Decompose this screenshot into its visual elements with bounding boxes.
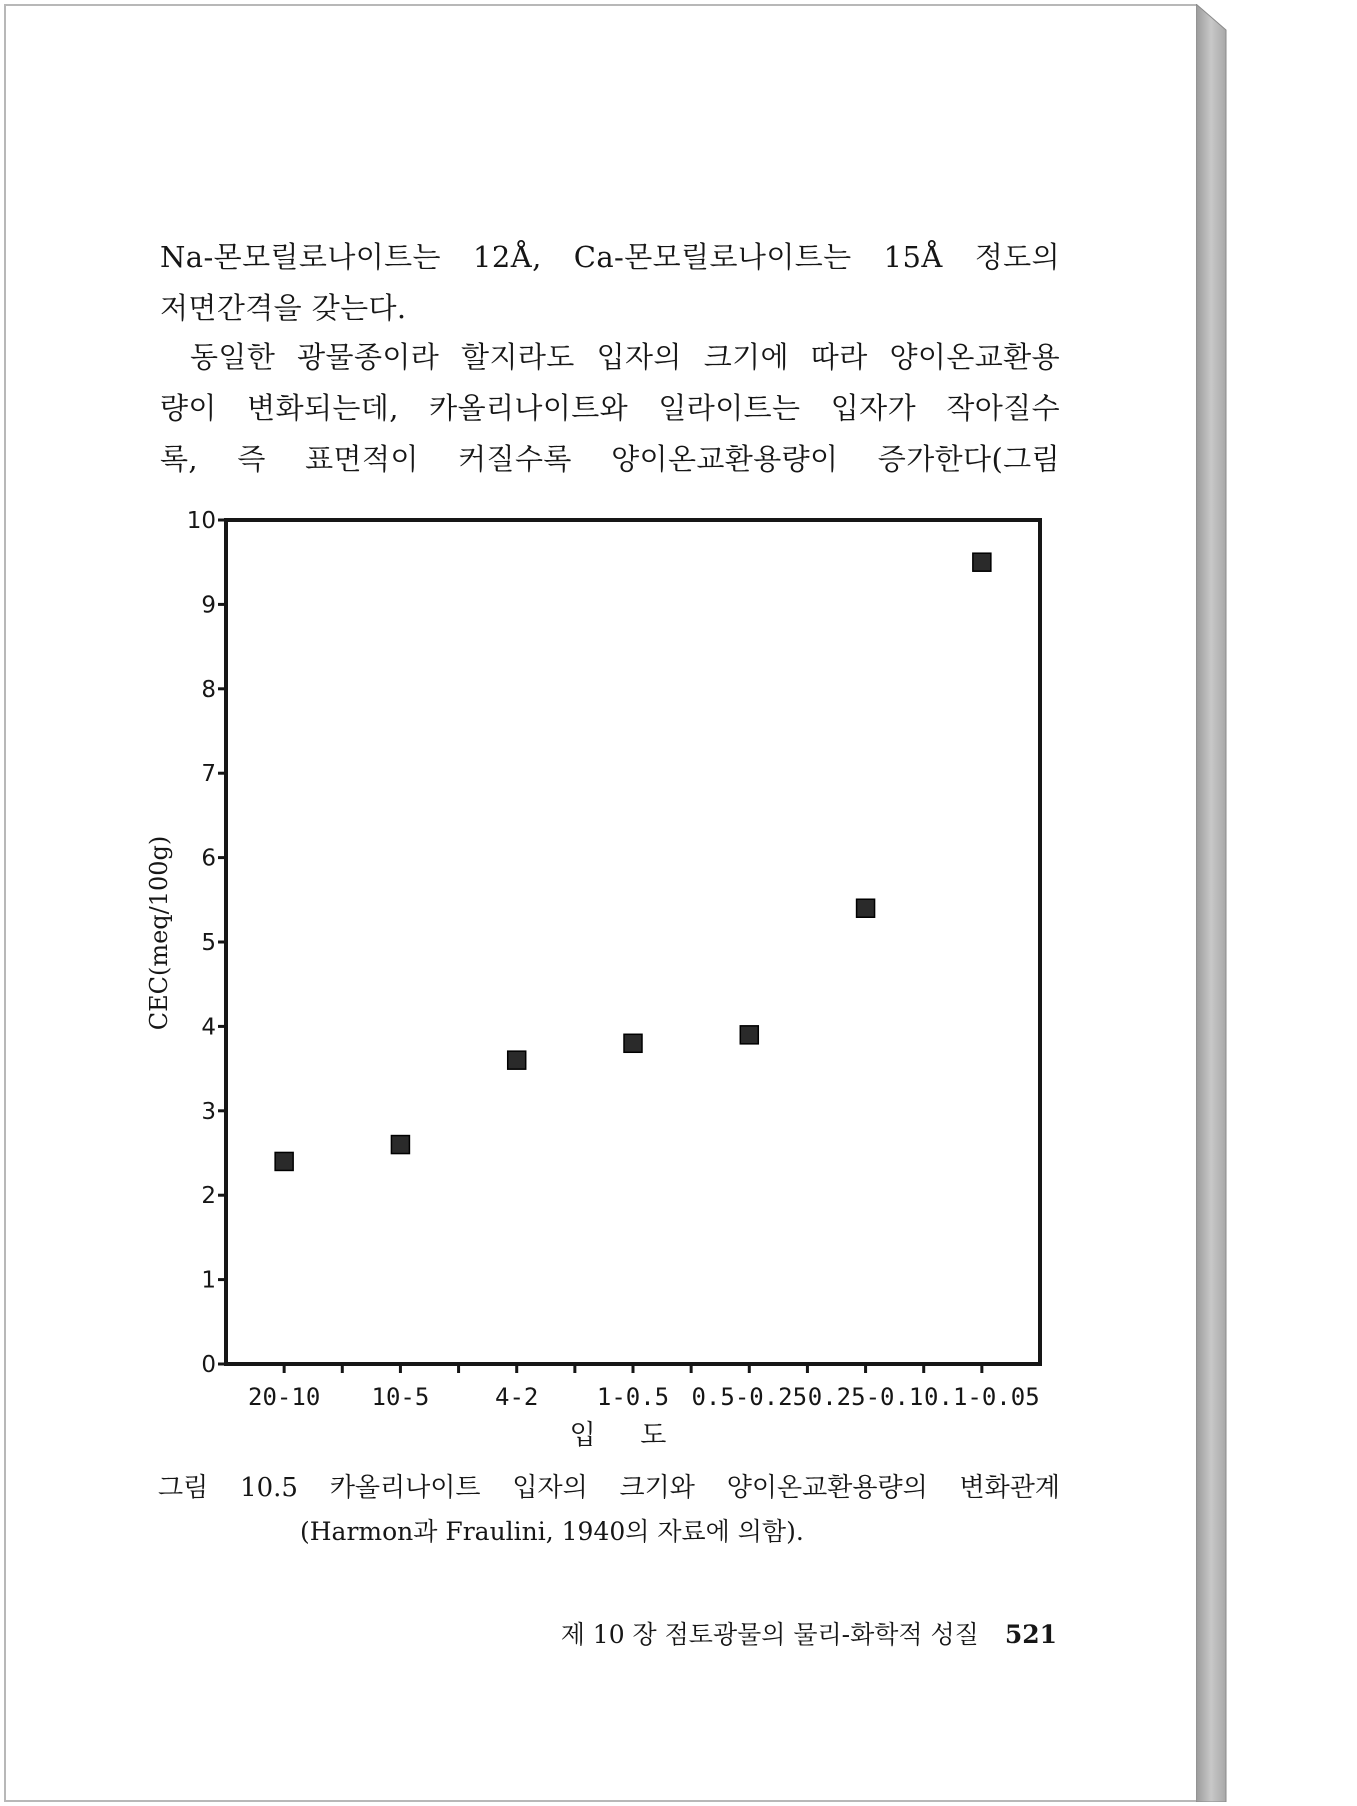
x-tick-label: 4-2 — [495, 1383, 539, 1411]
y-tick-label: 8 — [201, 676, 216, 703]
chapter-title: 제 10 장 점토광물의 물리-화학적 성질 — [560, 1620, 979, 1649]
x-tick-label: 0.25-0.1 — [807, 1383, 924, 1411]
data-point — [391, 1136, 409, 1154]
x-tick-label: 0.1-0.05 — [924, 1383, 1040, 1411]
x-tick-label: 0.5-0.25 — [691, 1383, 808, 1411]
y-tick-label: 3 — [201, 1098, 216, 1125]
y-tick-label: 10 — [186, 508, 216, 534]
y-axis — [187, 508, 226, 1378]
data-point — [508, 1051, 526, 1069]
y-tick-label: 7 — [201, 761, 216, 788]
figure-caption — [158, 1467, 1060, 1548]
paragraph-1 — [160, 232, 1060, 334]
paragraph-line: Na-몬모릴로나이트는 12Å, Ca-몬모릴로나이트는 15Å 정도의 — [160, 240, 1060, 274]
data-point — [275, 1152, 293, 1170]
page-footer — [561, 1615, 1057, 1651]
cec-scatter-chart — [130, 498, 1090, 1458]
x-tick-label: 20-10 — [248, 1383, 321, 1411]
paragraph-line: 량이 변화되는데, 카올리나이트와 일라이트는 입자가 작아질수 — [160, 391, 1060, 425]
caption-line-1: 그림 10.5 카올리나이트 입자의 크기와 양이온교환용량의 변화관계 — [158, 1473, 1060, 1503]
caption-line-2: (Harmon과 Fraulini, 1940의 자료에 의함). — [300, 1517, 804, 1546]
y-tick-label: 9 — [201, 592, 216, 619]
paragraph-line: 저면간격을 갖는다. — [160, 291, 407, 325]
paragraph-2 — [160, 332, 1060, 485]
y-tick-label: 5 — [201, 930, 216, 956]
x-axis — [248, 1364, 1040, 1411]
paragraph-line: 록, 즉 표면적이 커질수록 양이온교환용량이 증가한다(그림 — [160, 442, 1060, 476]
data-point — [973, 553, 991, 571]
x-axis-label: 입 도 — [569, 1420, 685, 1451]
plot-frame — [226, 520, 1040, 1364]
y-axis-label: CEC(meq/100g) — [145, 835, 173, 1031]
x-tick-label: 1-0.5 — [596, 1383, 670, 1411]
data-points — [275, 553, 991, 1170]
page-number: 521 — [1004, 1620, 1057, 1649]
y-tick-label: 1 — [201, 1267, 216, 1294]
data-point — [624, 1034, 642, 1052]
x-tick-label: 10-5 — [371, 1383, 430, 1411]
y-tick-label: 6 — [201, 845, 216, 872]
paragraph-line: 동일한 광물종이라 할지라도 입자의 크기에 따라 양이온교환용 — [190, 340, 1060, 374]
y-tick-label: 0 — [201, 1352, 216, 1378]
data-point — [740, 1026, 758, 1044]
y-tick-label: 4 — [201, 1014, 216, 1041]
page-edge — [1196, 4, 1232, 1802]
y-tick-label: 2 — [201, 1183, 216, 1210]
data-point — [857, 899, 875, 917]
plot-border — [226, 520, 1040, 1364]
